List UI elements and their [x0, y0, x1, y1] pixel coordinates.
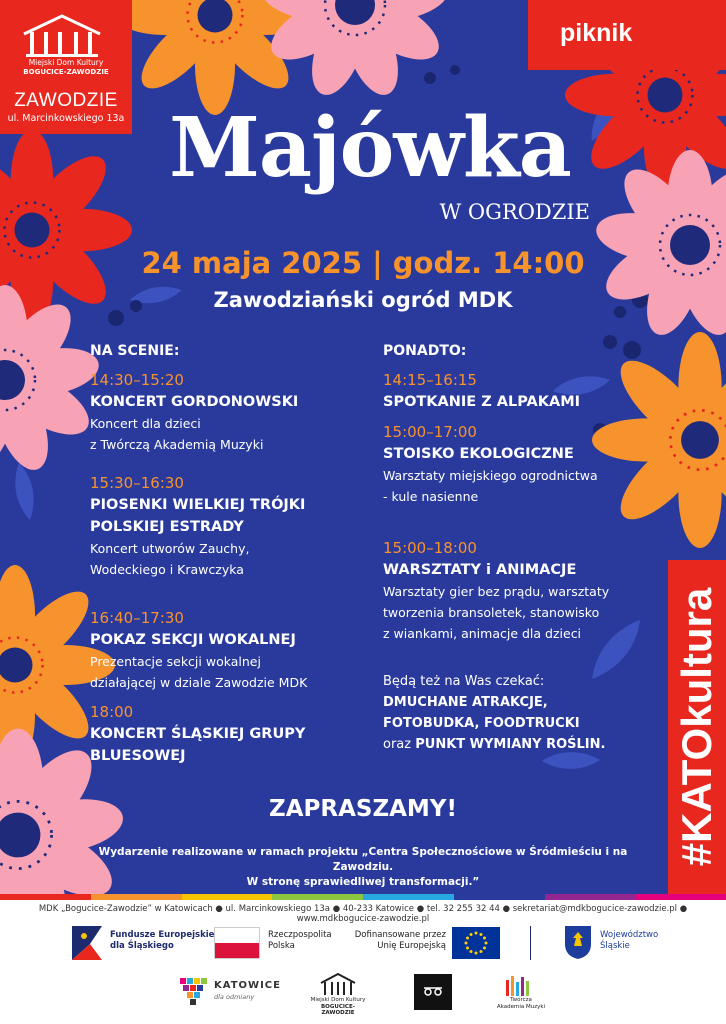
- event-time: 15:00–18:00: [383, 539, 477, 557]
- stage-schedule: [90, 343, 360, 767]
- mdk-logo-text: [306, 997, 370, 1017]
- logo-divider: [530, 926, 531, 960]
- event-time: 15:00–17:00: [383, 423, 477, 441]
- tam-line2: Akademia Muzyki: [496, 1003, 546, 1010]
- event-desc: Koncert dla dzieci: [90, 416, 201, 431]
- schedule-item: [90, 701, 360, 767]
- event-name: BLUESOWEJ: [90, 748, 186, 764]
- event-name: KONCERT ŚLĄSKIEJ GRUPY: [90, 726, 306, 742]
- event-date: 24 maja 2025 | godz. 14:00: [141, 246, 585, 280]
- mdk-line2: BOGUCICE-ZAWODZIE: [320, 1003, 355, 1016]
- event-time: 14:30–15:20: [90, 371, 184, 389]
- katowice-name: KATOWICE: [214, 980, 281, 991]
- event-name: KONCERT GORDONOWSKI: [90, 394, 299, 410]
- event-name: PIOSENKI WIELKIEJ TRÓJKI: [90, 497, 306, 513]
- schedule-item: [383, 421, 663, 507]
- extra-item: PUNKT WYMIANY ROŚLIN.: [415, 737, 606, 752]
- event-time: 18:00: [90, 703, 134, 721]
- event-time: 15:30–16:30: [90, 474, 184, 492]
- event-desc: działającej w dziale Zawodzie MDK: [90, 675, 308, 690]
- mdk-house-logo-icon: [18, 12, 106, 58]
- branch-address: ul. Marcinkowskiego 13a: [7, 113, 125, 124]
- event-desc: tworzenia bransoletek, stanowisko: [383, 605, 600, 620]
- invite-text: ZAPRASZAMY!: [269, 796, 457, 822]
- branch-name: ZAWODZIE: [14, 90, 118, 111]
- ue-line1: Dofinansowane przez: [354, 930, 446, 940]
- pl-flag-icon: [214, 927, 260, 959]
- event-desc: z Twórczą Akademią Muzyki: [90, 437, 264, 452]
- event-time: 14:15–16:15: [383, 371, 477, 389]
- event-name: POKAZ SEKCJI WOKALNEJ: [90, 632, 296, 648]
- ws-line1: Województwo: [600, 930, 659, 940]
- schedule-item: [383, 537, 663, 644]
- event-desc: Warsztaty miejskiego ogrodnictwa: [383, 468, 598, 483]
- rp-line2: Polska: [268, 941, 295, 951]
- event-desc: z wiankami, animacje dla dzieci: [383, 626, 582, 641]
- tam-line1: Twórcza: [510, 997, 532, 1003]
- org-name-line2: BOGUCICE-ZAWODZIE: [23, 68, 109, 76]
- schedule-item: [90, 472, 360, 580]
- ws-logo-text: [600, 930, 658, 952]
- schedule-item: [90, 369, 360, 455]
- event-desc: Warsztaty gier bez prądu, warsztaty: [383, 584, 610, 599]
- event-time: 16:40–17:30: [90, 609, 184, 627]
- event-desc: Koncert utworów Zauchy,: [90, 541, 250, 556]
- extra-intro: Będą też na Was czekać:: [383, 674, 545, 689]
- org-name: [6, 58, 126, 77]
- event-name: POLSKIEJ ESTRADY: [90, 519, 244, 535]
- stage-heading: NA SCENIE:: [90, 343, 180, 359]
- eu-flag-icon: [452, 927, 500, 959]
- silesia-crest-icon: [563, 924, 593, 960]
- event-name: SPOTKANIE Z ALPAKAMI: [383, 394, 581, 410]
- fe-logo-icon: [70, 924, 104, 962]
- piknik-label: piknik: [560, 19, 633, 47]
- org-name-line1: Miejski Dom Kultury: [28, 58, 104, 67]
- ue-line2: Unię Europejską: [377, 941, 446, 951]
- event-desc: Prezentacje sekcji wokalnej: [90, 654, 261, 669]
- event-desc: Wodeckiego i Krawczyka: [90, 562, 244, 577]
- music-academy-text: [494, 997, 548, 1010]
- event-venue: Zawodziański ogród MDK: [213, 288, 513, 312]
- fe-logo-text: [110, 930, 214, 952]
- project-info-line1: Wydarzenie realizowane w ramach projektu „Centra Społecznościowe w Śródmieściu i na Zawodziu.: [98, 846, 628, 873]
- mdk-logo-icon: [318, 972, 358, 996]
- fe-line1: Fundusze Europejskie: [110, 930, 215, 940]
- extra-schedule: [383, 343, 663, 755]
- extra-heading: PONADTO:: [383, 343, 467, 359]
- extra-item: FOTOBUDKA, FOODTRUCKI: [383, 716, 580, 731]
- katowice-tagline: dla odmiany: [214, 993, 255, 1001]
- ue-logo-text: [352, 930, 446, 952]
- katowice-logo-icon: [178, 976, 208, 1006]
- project-info-line2: W stronę sprawiedliwej transformacji.”: [246, 876, 480, 888]
- event-desc: - kule nasienne: [383, 489, 479, 504]
- extra-item: DMUCHANE ATRAKCJE,: [383, 695, 548, 710]
- music-academy-logo-icon: [504, 974, 534, 996]
- fe-line2: dla Śląskiego: [110, 941, 174, 951]
- partner-logo-icon: [414, 974, 452, 1010]
- org-badge: [0, 0, 132, 134]
- extra-conj: oraz: [383, 737, 412, 752]
- schedule-item: [90, 607, 360, 693]
- extra-attractions: [383, 671, 663, 755]
- project-info: [90, 845, 636, 890]
- mdk-line1: Miejski Dom Kultury: [310, 997, 366, 1003]
- schedule-item: [383, 369, 663, 413]
- hashtag-banner: [668, 560, 726, 894]
- hashtag-label: #KATOkultura: [673, 587, 720, 867]
- color-stripe: [0, 894, 726, 900]
- sponsor-logos: [0, 920, 726, 1024]
- event-name: STOISKO EKOLOGICZNE: [383, 446, 574, 462]
- rp-logo-text: [268, 930, 332, 952]
- event-name: WARSZTATY i ANIMACJE: [383, 562, 577, 578]
- ws-line2: Śląskie: [600, 941, 630, 951]
- footer-contact: MDK „Bogucice-Zawodzie” w Katowicach ● ul. Marcinkowskiego 13a ● 40-233 Katowice ● tel. 32 255 32 44 ● sekretariat@mdkbogucice-zawodzie.pl ● www.mdkbogucice-zawodzie.pl: [38, 904, 688, 924]
- event-subtitle: W OGRODZIE: [439, 200, 590, 224]
- piknik-tag: [528, 0, 726, 70]
- rp-line1: Rzeczpospolita: [268, 930, 332, 940]
- event-title: Majówka: [169, 100, 571, 196]
